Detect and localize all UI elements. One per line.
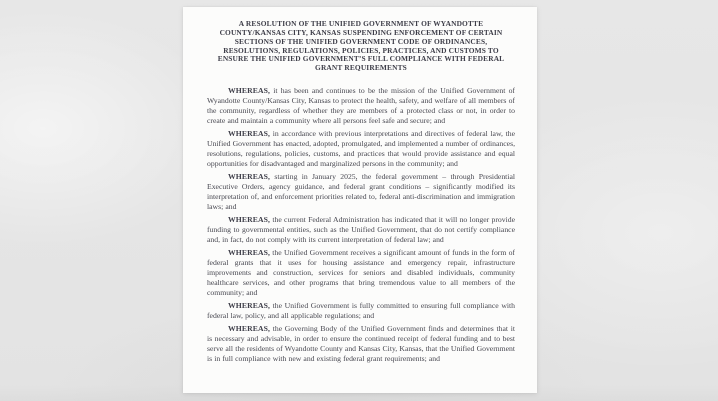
whereas-lead: WHEREAS,	[228, 248, 271, 258]
document-page	[183, 7, 537, 393]
document-paragraph: WHEREAS, the current Federal Administration has indicated that it will no longer provide funding to governmental entities, such as the Unified Government, that do not certify compliance and, in fact, do not comply with its current interpretation of federal law; and	[207, 215, 515, 245]
document-paragraph: WHEREAS, the Unified Government is fully committed to ensuring full compliance with federal law, policy, and all applicable regulations; and	[207, 301, 515, 321]
whereas-lead: WHEREAS,	[228, 129, 271, 139]
document-title: A RESOLUTION OF THE UNIFIED GOVERNMENT OF WYANDOTTE COUNTY/KANSAS CITY, KANSAS SUSPENDING ENFORCEMENT OF CERTAIN SECTIONS OF THE UNIFIED GOVERNMENT CODE OF ORDINANCES, RESOLUTIONS, REGULATIONS, POLICIES, PRACTICES, AND CUSTOMS TO ENSURE THE UNIFIED GOVERNMENT’S FULL COMPLIANCE WITH FEDERAL GRANT REQUIREMENTS	[217, 19, 505, 73]
document-body	[207, 86, 515, 364]
page-content	[183, 7, 537, 364]
document-paragraph: WHEREAS, in accordance with previous interpretations and directives of federal law, the Unified Government has enacted, adopted, promulgated, and implemented a number of ordinances, resolutions, regulations, policies, customs, and practices that would provide assistance and equal opportunities for disadvantaged and marginalized persons in the community; and	[207, 129, 515, 169]
whereas-lead: WHEREAS,	[228, 324, 271, 334]
whereas-lead: WHEREAS,	[228, 172, 271, 182]
whereas-lead: WHEREAS,	[228, 215, 271, 225]
document-paragraph: WHEREAS, starting in January 2025, the federal government – through Presidential Executive Orders, agency guidance, and federal grant conditions – significantly modified its interpretation of, and enforcement priorities related to, federal anti-discrimination and immigration laws; and	[207, 172, 515, 212]
whereas-lead: WHEREAS,	[228, 86, 271, 96]
document-paragraph: WHEREAS, the Unified Government receives a significant amount of funds in the form of federal grants that it uses for housing assistance and emergency repair, infrastructure improvements and construction, services for seniors and disabled individuals, community healthcare services, and other programs that bring tremendous value to all members of the community; and	[207, 248, 515, 298]
document-paragraph: WHEREAS, it has been and continues to be the mission of the Unified Government of Wyandotte County/Kansas City, Kansas to protect the health, safety, and welfare of all members of the community, regardless of whether they are members of a protected class or not, in order to create and maintain a community where all persons feel safe and secure; and	[207, 86, 515, 126]
document-paragraph: WHEREAS, the Governing Body of the Unified Government finds and determines that it is necessary and advisable, in order to ensure the continued receipt of federal funding and to best serve all the residents of Wyandotte County and Kansas City, Kansas, that the Unified Government is in full compliance with new and existing federal grant requirements; and	[207, 324, 515, 364]
whereas-lead: WHEREAS,	[228, 301, 271, 311]
